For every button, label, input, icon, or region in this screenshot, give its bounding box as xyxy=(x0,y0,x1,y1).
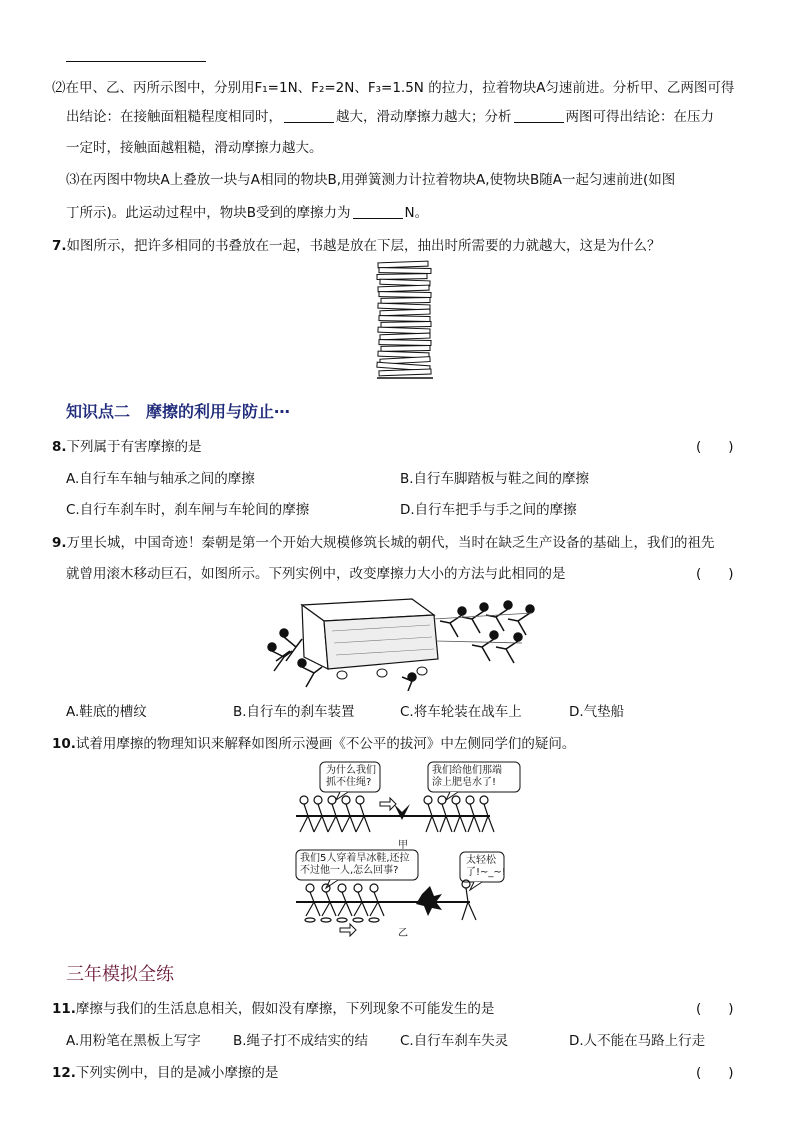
question-text: 下列属于有害摩擦的是 xyxy=(66,439,202,455)
q9-option-a[interactable]: A.鞋底的槽纹 xyxy=(66,704,147,720)
q12-question xyxy=(52,1063,278,1083)
bubble-line: 我们5人穿着旱冰鞋,还拉 xyxy=(300,853,410,864)
q9-answer-paren[interactable]: ( ) xyxy=(696,566,734,582)
top-rule xyxy=(66,61,206,62)
q9-option-c[interactable]: C.将车轮装在战车上 xyxy=(400,704,522,720)
answer-blank[interactable] xyxy=(514,108,564,123)
q6-part3-line1: ⑶在丙图中物块A上叠放一块与A相同的物块B,用弹簧测力计拉着物块A,使物块B随A一起匀速前进(如图 xyxy=(66,172,676,188)
bubble-line: 不过他一人,怎么回事? xyxy=(300,865,399,876)
bubble-too-easy xyxy=(466,855,506,879)
section-heading-knowledge-point-2: 知识点二 摩擦的利用与防止⋯ xyxy=(66,402,291,421)
q6-text-a: 出结论：在接触面粗糙程度相同时， xyxy=(66,109,282,125)
q8-question xyxy=(52,437,202,457)
section-heading-three-year-practice: 三年模拟全练 xyxy=(66,964,174,985)
q10-question xyxy=(52,734,575,754)
question-number: 8. xyxy=(52,439,67,455)
q6-part2-line3: 一定时，接触面越粗糙，滑动摩擦力越大。 xyxy=(66,140,323,156)
question-text: 摩擦与我们的生活息息相关，假如没有摩擦，下列现象不可能发生的是 xyxy=(75,1001,495,1017)
q6-text-b: 越大，滑动摩擦力越大；分析 xyxy=(336,109,512,125)
question-number: 12. xyxy=(52,1065,76,1081)
bubble-roller-skates xyxy=(300,853,410,877)
q11-answer-paren[interactable]: ( ) xyxy=(696,1001,734,1017)
answer-blank[interactable] xyxy=(353,204,403,219)
bubble-line: 太轻松 xyxy=(466,855,496,866)
bubble-line: 涂上肥皂水了! xyxy=(432,777,497,788)
answer-blank[interactable] xyxy=(284,108,334,123)
bubble-line: 抓不住绳? xyxy=(326,777,372,788)
question-number: 10. xyxy=(52,736,76,752)
q7-question xyxy=(52,236,661,256)
q8-option-a[interactable]: A.自行车车轴与轴承之间的摩擦 xyxy=(66,471,255,487)
q11-option-d[interactable]: D.人不能在马路上行走 xyxy=(569,1033,706,1049)
q8-answer-paren[interactable]: ( ) xyxy=(696,439,734,455)
q6-text-d: 丁所示)。此运动过程中，物块B受到的摩擦力为 xyxy=(66,205,351,221)
q6-text-e: N。 xyxy=(404,205,429,221)
question-text: 万里长城，中国奇迹！秦朝是第一个开始大规模修筑长城的朝代，当时在缺乏生产设备的基础上，我们的祖先 xyxy=(66,535,715,551)
book-stack-figure xyxy=(375,258,435,382)
q6-part2-line2 xyxy=(66,107,714,127)
bubble-soap-water xyxy=(432,765,502,789)
q8-option-d[interactable]: D.自行车把手与手之间的摩擦 xyxy=(400,502,577,518)
q8-option-c[interactable]: C.自行车刹车时，刹车闸与车轮间的摩擦 xyxy=(66,502,310,518)
q9-option-b[interactable]: B.自行车的刹车装置 xyxy=(233,704,355,720)
q11-option-a[interactable]: A.用粉笔在黑板上写字 xyxy=(66,1033,201,1049)
question-number: 7. xyxy=(52,238,67,254)
rolling-logs-stone-figure xyxy=(262,591,552,691)
label-yi: 乙 xyxy=(398,928,408,939)
question-text: 试着用摩擦的物理知识来解释如图所示漫画《不公平的拔河》中左侧同学们的疑问。 xyxy=(75,736,576,752)
question-number: 11. xyxy=(52,1001,76,1017)
q9-option-d[interactable]: D.气垫船 xyxy=(569,704,625,720)
question-text: 如图所示，把许多相同的书叠放在一起，书越是放在下层，抽出时所需要的力就越大，这是为什么？ xyxy=(66,238,661,254)
q11-option-b[interactable]: B.绳子打不成结实的结 xyxy=(233,1033,369,1049)
question-number: 9. xyxy=(52,535,67,551)
label-jia: 甲 xyxy=(398,840,408,851)
bubble-line: 我们给他们那端 xyxy=(432,765,502,776)
bubble-line: 了!~_~! xyxy=(466,867,506,878)
q11-option-c[interactable]: C.自行车刹车失灵 xyxy=(400,1033,509,1049)
question-text: 下列实例中，目的是减小摩擦的是 xyxy=(75,1065,279,1081)
q8-option-b[interactable]: B.自行车脚踏板与鞋之间的摩擦 xyxy=(400,471,590,487)
bubble-line: 为什么我们 xyxy=(326,765,376,776)
bubble-why-cant-grip xyxy=(326,765,376,789)
q9-question-line2: 就曾用滚木移动巨石，如图所示。下列实例中，改变摩擦力大小的方法与此相同的是 xyxy=(66,566,566,582)
q6-text-c: 两图可得出结论：在压力 xyxy=(565,109,714,125)
q6-part3-line2 xyxy=(66,203,428,223)
q11-question xyxy=(52,999,494,1019)
q12-answer-paren[interactable]: ( ) xyxy=(696,1065,734,1081)
tug-of-war-comic xyxy=(290,760,530,940)
q9-question-line1 xyxy=(52,533,715,553)
q6-part2-line1: ⑵在甲、乙、丙所示图中，分别用F₁=1N、F₂=2N、F₃=1.5N 的拉力，拉着物块A匀速前进。分析甲、乙两图可得 xyxy=(52,80,735,96)
